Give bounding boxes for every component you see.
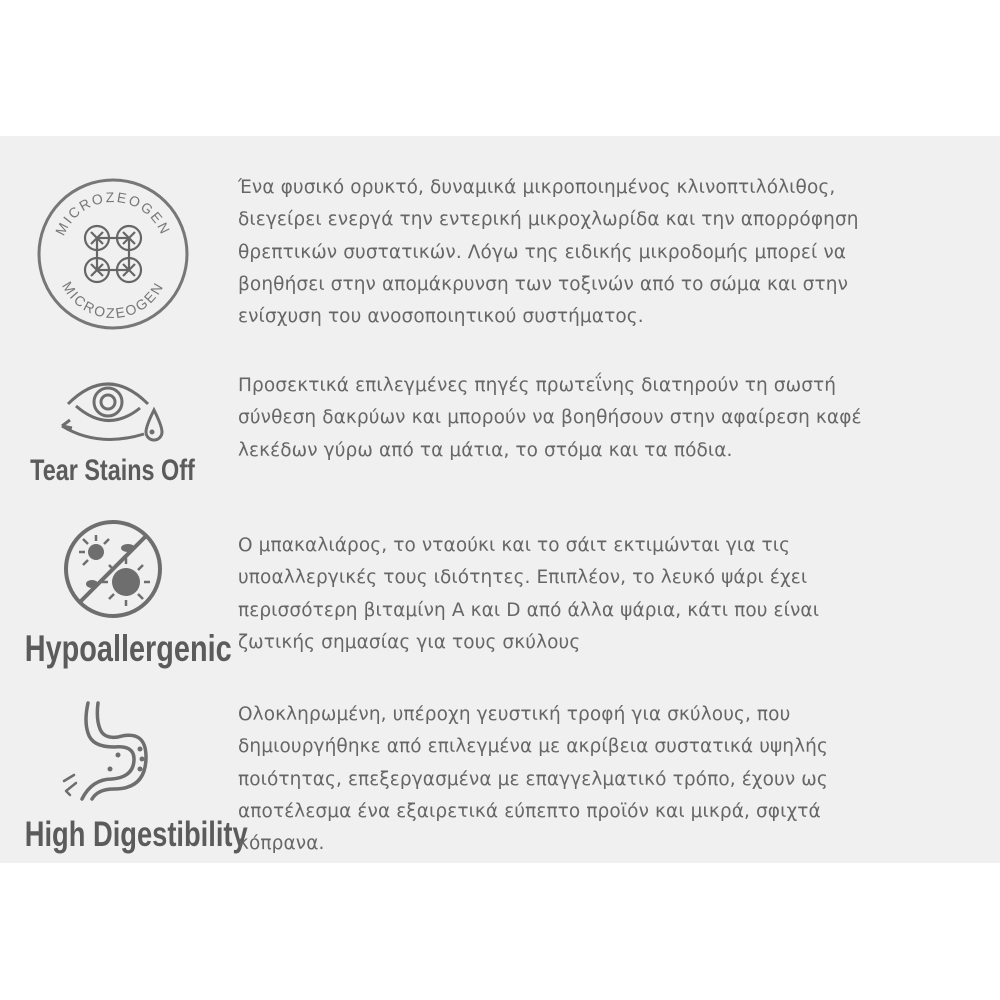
feature-description: Ο μπακαλιάρος, το νταούκι και το σάιτ εκτιμώνται για τις υποαλλεργικές τους ιδιότητες. Επιπλέον, το λευκό ψάρι έχει περισσότερη βιταμίνη A και D από άλλα ψάρια, κάτι που είναι ζωτικής σημασίας για τους σκύλους [238,535,820,653]
feature-description: Προσεκτικά επιλεγμένες πηγές πρωτεΐνης διατηρούν τη σωστή σύνθεση δακρύων και μπορούν να βοηθήσουν στην αφαίρεση καφέ λεκέδων γύρω από τα μάτια, το στόμα και τα πόδια. [238,375,862,461]
feature-icon-column [0,514,232,670]
no-allergens-icon [58,514,168,624]
microzeogen-seal-icon [33,174,193,334]
feature-label: Hypoallergenic [24,628,232,669]
feature-icon-column [0,174,225,334]
svg-text:MICROZEOGEN [51,189,173,238]
features-panel [0,136,1000,863]
svg-text:MICROZEOGEN [59,279,167,322]
feature-label: High Digestibility [24,815,248,854]
feature-icon-column [0,699,248,855]
badge-text-top: MICROZEOGEN [51,188,174,238]
feature-label: Tear Stains Off [30,454,195,487]
feature-icon-column [0,364,225,488]
eye-tear-icon [48,364,178,450]
feature-description: Ένα φυσικό ορυκτό, δυναμικά μικροποιημένος κλινοπτιλόλιθος, διεγείρει ενεργά την εντερική μικροχλωρίδα και την απορρόφηση θρεπτικών συστατικών. Λόγω της ειδικής μικροδομής μπορεί να βοηθήσει στην απομάκρυνση των τοξινών από το σώμα και στην ενίσχυση του ανοσοποιητικού συστήματος. [238,177,859,328]
badge-text-bottom: MICROZEOGEN [58,278,167,322]
feature-description: Ολοκληρωμένη, υπέροχη γευστική τροφή για σκύλους, που δημιουργήθηκε από επιλεγμένα με ακρίβεια συστατικά υψηλής ποιότητας, επεξεργασμένα με επαγγελματικό τρόπο, έχουν ως αποτέλεσμα ένα εξαιρετικά εύπεπτο προϊόν και μικρά, σφιχτά κόπρανα. [238,704,828,855]
stomach-digestion-icon [58,699,168,809]
